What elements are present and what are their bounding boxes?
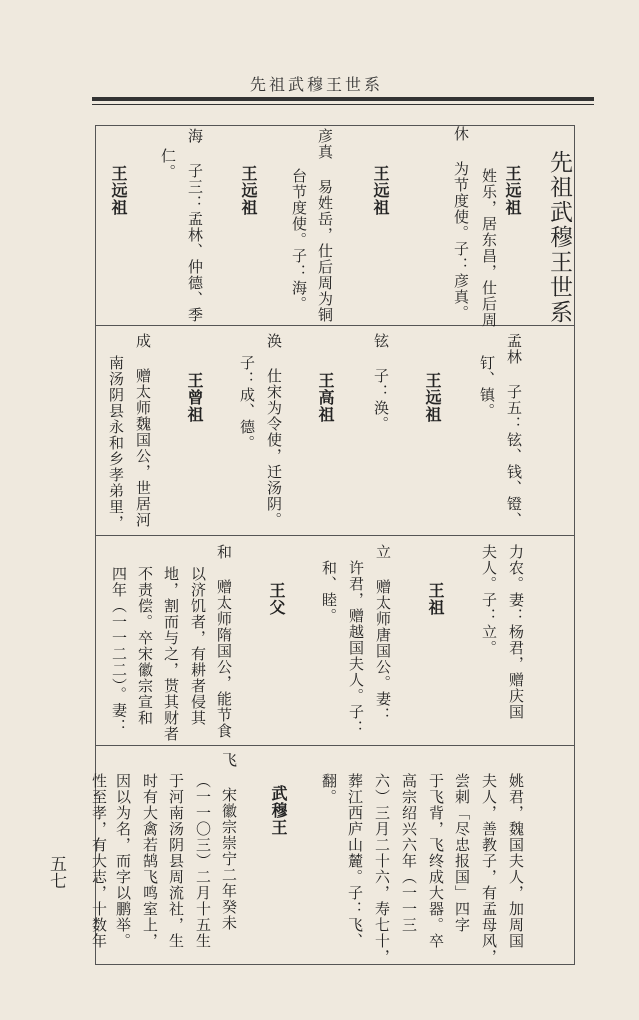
section-divider bbox=[95, 325, 575, 326]
entry-heading: 王远祖 bbox=[371, 165, 390, 216]
entry-heading: 王曾祖 bbox=[185, 372, 204, 423]
entry-text: 休 为节度使。子：彦真。 bbox=[452, 126, 470, 321]
entry-text: 于飞背，飞终成大器。卒 bbox=[427, 773, 445, 949]
page-number: 五七 bbox=[46, 855, 66, 889]
entry-text: 六）三月二十六，寿七十， bbox=[373, 773, 391, 965]
entry-text: 仁。 bbox=[159, 148, 177, 180]
entry-heading: 王远祖 bbox=[423, 372, 442, 423]
entry-text: 涣 仕宋为令使，迁汤阴。 bbox=[265, 333, 283, 528]
entry-text: 子：成、德。 bbox=[238, 355, 256, 451]
running-header: 先祖武穆王世系 bbox=[250, 75, 384, 94]
entry-text: 不责偿。卒宋徽宗宣和 bbox=[136, 566, 154, 726]
entry-text: 和 赠太师隋国公，能节食 bbox=[215, 544, 233, 739]
entry-text: 翻。 bbox=[320, 773, 338, 805]
entry-text: 夫人，善教子，有孟母风， bbox=[480, 773, 498, 965]
entry-text: 于河南汤阴县周流社，生 bbox=[167, 773, 185, 949]
entry-text: 和、睦。 bbox=[320, 560, 338, 624]
entry-heading: 王父 bbox=[267, 582, 286, 616]
entry-heading: 王远祖 bbox=[109, 165, 128, 216]
entry-text: 彦真 易姓岳，仕后周为铜 bbox=[316, 128, 334, 323]
entry-text: 钉、镇。 bbox=[478, 355, 496, 419]
entry-text: 因以为名，而字以鹏举。 bbox=[114, 773, 132, 949]
entry-text: 立 赠太师唐国公。妻： bbox=[374, 544, 392, 723]
entry-text: 性至孝，有大志，十数年 bbox=[90, 773, 108, 949]
entry-heading: 王远祖 bbox=[239, 165, 258, 216]
entry-text: 姚君，魏国夫人，加周国 bbox=[507, 773, 525, 949]
entry-text: 台节度使。子：海。 bbox=[290, 168, 308, 312]
header-rule-thick bbox=[92, 97, 594, 101]
section-divider bbox=[95, 745, 575, 746]
entry-text: 力农。妻：杨君，赠庆国 bbox=[507, 544, 525, 720]
entry-text: 姓乐，居东昌，仕后周 bbox=[480, 168, 498, 328]
entry-text: 四年（一一二二）。妻： bbox=[110, 566, 128, 735]
entry-text: 以济饥者，有耕者侵其 bbox=[189, 566, 207, 726]
entry-text: 高宗绍兴六年（一一三 bbox=[400, 773, 418, 933]
entry-text: （一一〇三）二月十五生 bbox=[194, 773, 212, 949]
entry-text: 飞 宋徽宗崇宁二年癸未 bbox=[220, 752, 238, 931]
entry-text: 尝刺「尽忠报国」四字 bbox=[453, 773, 471, 933]
entry-heading: 武穆王 bbox=[269, 785, 288, 836]
entry-heading: 王远祖 bbox=[503, 165, 522, 216]
entry-heading: 王高祖 bbox=[316, 372, 335, 423]
entry-text: 南汤阴县永和乡孝弟里， bbox=[107, 355, 125, 531]
header-rule-thin bbox=[92, 104, 594, 105]
section-title: 先祖武穆王世系 bbox=[546, 150, 572, 325]
entry-text: 海 子三：孟林、仲德、季 bbox=[186, 128, 204, 323]
entry-text: 葬江西庐山麓。子：飞、 bbox=[346, 773, 364, 949]
entry-heading: 王祖 bbox=[426, 582, 445, 616]
entry-text: 孟林 子五：铉、钱、镫、 bbox=[505, 333, 523, 528]
section-divider bbox=[95, 535, 575, 536]
entry-text: 许君，赠越国夫人。子： bbox=[347, 560, 365, 736]
entry-text: 夫人。子：立。 bbox=[480, 544, 498, 656]
entry-text: 时有大禽若鹄飞鸣室上， bbox=[141, 773, 159, 949]
entry-text: 成 赠太师魏国公，世居河 bbox=[134, 333, 152, 528]
entry-text: 地，割而与之，贳其财者 bbox=[162, 566, 180, 742]
entry-text: 铉 子：涣。 bbox=[372, 333, 390, 432]
